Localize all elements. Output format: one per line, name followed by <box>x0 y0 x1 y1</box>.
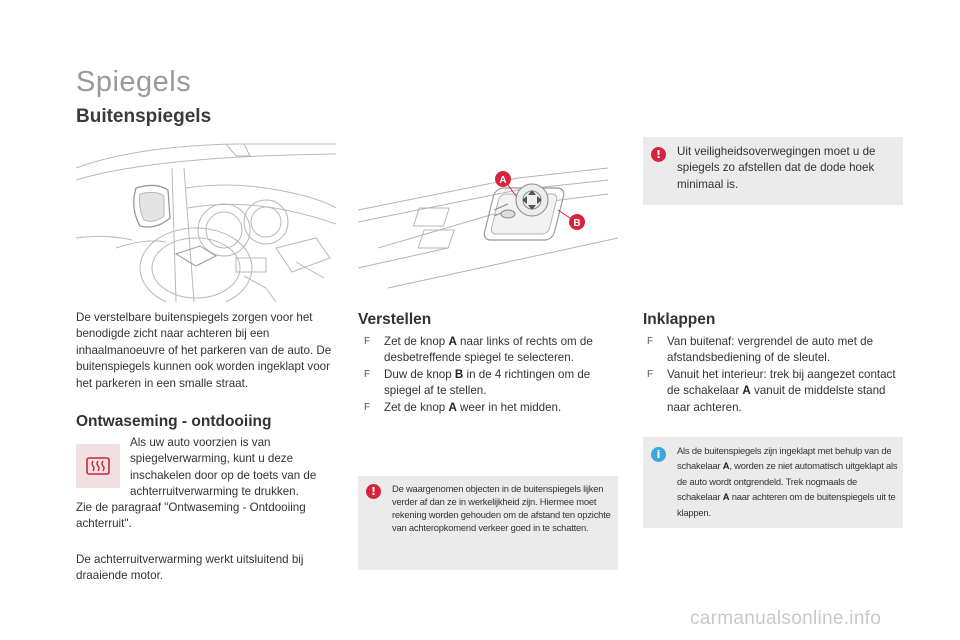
dashboard-mirror-illustration <box>76 138 336 302</box>
intro-paragraph: De verstelbare buitenspiegels zorgen voor het benodigde zicht naar achteren bij een inhaalmanoeuvre of het parkeren van de auto. De buitenspiegels kunnen ook worden ingeklapt voor het parkeren in een smalle straat. <box>76 311 332 390</box>
warning-text: Uit veiligheidsoverwegingen moet u de spiegels zo afstellen dat de dode hoek minimaal is. <box>677 145 876 191</box>
ontwaseming-text-3: De achterruitverwarming werkt uitsluitend bij draaiende motor. <box>76 553 304 583</box>
verstellen-list <box>362 334 614 416</box>
section-title: Buitenspiegels <box>76 106 212 127</box>
rear-defrost-icon <box>76 444 120 488</box>
page-title: Spiegels <box>76 66 192 98</box>
list-item: F Zet de knop A weer in het midden. <box>364 400 562 414</box>
list-item: F Zet de knop A naar links of rechts om de desbetreffende spiegel te selecteren. <box>364 335 593 365</box>
list-item: F Van buitenaf: vergrendel de auto met de afstandsbediening of de sleutel. <box>647 335 874 365</box>
watermark: carmanualsonline.info <box>690 608 882 629</box>
warning-icon: ! <box>651 147 666 162</box>
warning-note-distance <box>358 476 618 570</box>
info-icon: i <box>651 447 666 462</box>
ontwaseming-text-1: Als uw auto voorzien is van spiegelverwarming, kunt u deze inschakelen door op de toets van de achterruitverwarming te drukken. <box>130 436 317 499</box>
info-text: Als de buitenspiegels zijn ingeklapt met behulp van de schakelaar A, worden ze niet automatisch uitgeklapt als de auto wordt ontgrendeld. Trek nogmaals de schakelaar A naar achteren om de buitenspiegels uit te klappen. <box>677 445 898 518</box>
info-note-fold <box>643 437 903 528</box>
ontwaseming-text-2: Zie de paragraaf "Ontwaseming - Ontdooiing achterruit". <box>76 501 306 531</box>
inklappen-list <box>645 334 897 416</box>
warning-note-blind-spot <box>643 137 903 205</box>
label-b: B <box>573 218 581 229</box>
heading-ontwaseming: Ontwaseming - ontdooiing <box>76 413 272 430</box>
warning-text: De waargenomen objecten in de buitenspiegels lijken verder af dan ze in werkelijkheid zijn. Hiermee moet rekening worden gehouden om de afstand ten opzichte van achteropkomend verkeer goed in te schatten. <box>392 483 611 533</box>
list-item: F Duw de knop B in de 4 richtingen om de spiegel af te stellen. <box>364 367 591 398</box>
door-switch-illustration <box>358 138 618 302</box>
label-a: A <box>499 175 507 186</box>
heading-inklappen: Inklappen <box>643 311 716 328</box>
heading-verstellen: Verstellen <box>358 311 432 328</box>
list-item: F Vanuit het interieur: trek bij aangezet contact de schakelaar A vanuit de middelste stand naar achteren. <box>647 367 896 414</box>
warning-icon: ! <box>366 484 381 499</box>
